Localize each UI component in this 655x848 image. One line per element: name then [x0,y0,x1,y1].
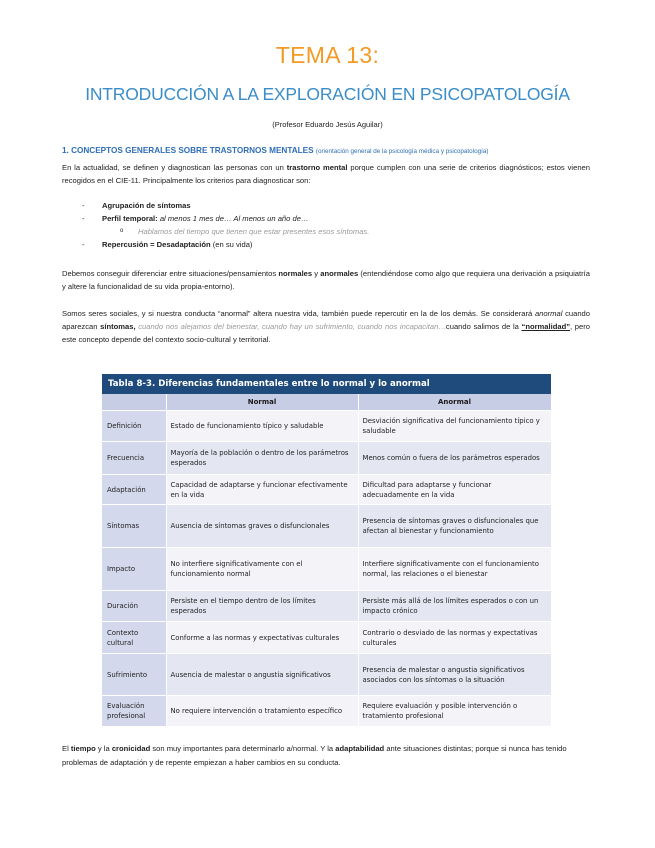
table-row [102,591,551,622]
p3-text-b: cuando aparezcan [62,309,590,331]
cell-anormal: Desviación significativa del funcionamiento típico y saludable [358,411,551,442]
closing-bold-cronicidad: cronicidad [111,744,151,753]
row-label: Impacto [102,548,166,591]
row-label: Adaptación [102,475,166,505]
page-title: INTRODUCCIÓN A LA EXPLORACIÓN EN PSICOPATOLOGÍA [85,84,570,104]
criterion-1: Agrupación de síntomas [102,201,191,210]
cell-normal: Capacidad de adaptarse y funcionar efectivamente en la vida [166,475,358,505]
closing-text-c: son muy importantes para determinarlo a/normal. Y la [150,744,336,753]
cell-normal: Estado de funcionamiento típico y saludable [166,411,358,442]
cell-anormal: Persiste más allá de los límites esperados o con un impacto crónico [358,591,551,622]
row-label: Sufrimiento [102,654,166,696]
cell-normal: Ausencia de síntomas graves o disfuncionales [166,505,358,548]
p3-text-c: cuando salimos de la [445,322,522,331]
criterion-3-label: Repercusión = Desadaptación [102,240,211,249]
cell-normal: Mayoría de la población o dentro de los parámetros esperados [166,442,358,475]
p3-text-d: , pero este concepto depende del contexto socio-cultural y territorial. [62,322,590,344]
list-item: - Perfil temporal: al menos 1 mes de… Al menos un año de… [82,214,309,223]
list-item: o Hablamos del tiempo que tienen que estar presentes esos síntomas. [120,227,370,236]
closing-text-d: ante situaciones distintas; porque si nunca has tenido problemas de adaptación y de repente empiezan a haber cambios en su conducta. [62,744,567,767]
p3-text-a: Somos seres sociales, y si nuestra conducta “anormal” altera nuestra vida, también puede repercutir en la de los demás. Se considerará [62,309,535,318]
cell-normal: No requiere intervención o tratamiento específico [166,696,358,726]
table-row [102,475,551,505]
header-empty [102,394,166,411]
closing-bold-adaptabilidad: adaptabilidad [335,744,385,753]
topic-number: TEMA 13: [275,42,380,68]
cell-normal: Persiste en el tiempo dentro de los límites esperados [166,591,358,622]
p2-text-a: Debemos conseguir diferenciar entre situaciones/pensamientos [62,269,279,278]
section-heading-text: 1. CONCEPTOS GENERALES SOBRE TRASTORNOS MENTALES [62,146,314,155]
p3-bold: síntomas, [100,322,136,331]
author-line: (Profesor Eduardo Jesús Aguilar) [272,120,383,129]
cell-normal: No interfiere significativamente con el funcionamiento normal [166,548,358,591]
row-label: Duración [102,591,166,622]
p3-italic: anormal [534,309,563,318]
intro-text-b: porque cumplen con una serie de criterios diagnósticos; estos vienen recogidos en el CIE-11. Principalmente los criterios para diagnosticar son: [62,163,590,185]
cell-anormal: Contrario o desviado de las normas y expectativas culturales [358,622,551,654]
cell-anormal: Requiere evaluación y posible intervención o tratamiento profesional [358,696,551,726]
table-row [102,411,551,442]
cell-normal: Conforme a las normas y expectativas culturales [166,622,358,654]
table-row [102,442,551,475]
row-label: Síntomas [102,505,166,548]
section-heading-note: (orientación general de la psicología médica y psicopatología) [315,148,489,155]
criteria-list [82,199,582,251]
criterion-3-detail: (en su vida) [210,240,253,249]
row-label: Contexto cultural [102,622,166,654]
comparison-table [102,394,552,726]
table-row [102,505,551,548]
table-title: Tabla 8-3. Diferencias fundamentales entre lo normal y lo anormal [102,374,551,394]
closing-text-b: y la [95,744,112,753]
intro-bold: trastorno mental [286,163,348,172]
header-anormal: Anormal [358,394,551,411]
comparison-table-figure [102,374,551,734]
closing-bold-tiempo: tiempo [70,744,96,753]
intro-paragraph [62,161,590,187]
p3-grey-text: cuando nos alejamos del bienestar, cuando hay un sufrimiento, cuando nos incapacitan… [135,322,446,331]
intro-text-a: En la actualidad, se definen y diagnostican las personas con un [62,163,287,172]
table-row [102,622,551,654]
header-normal: Normal [166,394,358,411]
row-label: Evaluación profesional [102,696,166,726]
social-paragraph [62,307,590,346]
normal-abnormal-paragraph [62,267,590,293]
p2-text-mid: y [312,269,321,278]
criterion-2-detail: al menos 1 mes de… Al menos un año de… [157,214,309,223]
list-item: - Repercusión = Desadaptación (en su vida) [82,240,253,249]
cell-anormal: Presencia de malestar o angustia significativos asociados con los síntomas o la situación [358,654,551,696]
cell-anormal: Menos común o fuera de los parámetros esperados [358,442,551,475]
p2-text-b: (entendiéndose como algo que requiera una derivación a psiquiatría y altere la funcionalidad de su vida propia-entorno). [62,269,590,291]
table-row [102,548,551,591]
section-heading [62,146,602,155]
row-label: Frecuencia [102,442,166,475]
criterion-2-label: Perfil temporal: [102,214,158,223]
p3-underlined: “normalidad” [521,322,571,331]
cell-normal: Ausencia de malestar o angustia significativos [166,654,358,696]
cell-anormal: Presencia de síntomas graves o disfuncionales que afectan al bienestar y funcionamiento [358,505,551,548]
p2-bold-normales: normales [278,269,313,278]
list-item: - Agrupación de síntomas [82,201,191,210]
table-header-row [102,394,551,411]
row-label: Definición [102,411,166,442]
cell-anormal: Dificultad para adaptarse y funcionar adecuadamente en la vida [358,475,551,505]
p2-bold-anormales: anormales [320,269,359,278]
closing-paragraph [62,742,592,770]
table-row [102,654,551,696]
criterion-2-subnote: Hablamos del tiempo que tienen que estar presentes esos síntomas. [138,227,370,236]
cell-anormal: Interfiere significativamente con el funcionamiento normal, las relaciones o el bienestar [358,548,551,591]
table-row [102,696,551,726]
closing-text-a: El [62,744,71,753]
